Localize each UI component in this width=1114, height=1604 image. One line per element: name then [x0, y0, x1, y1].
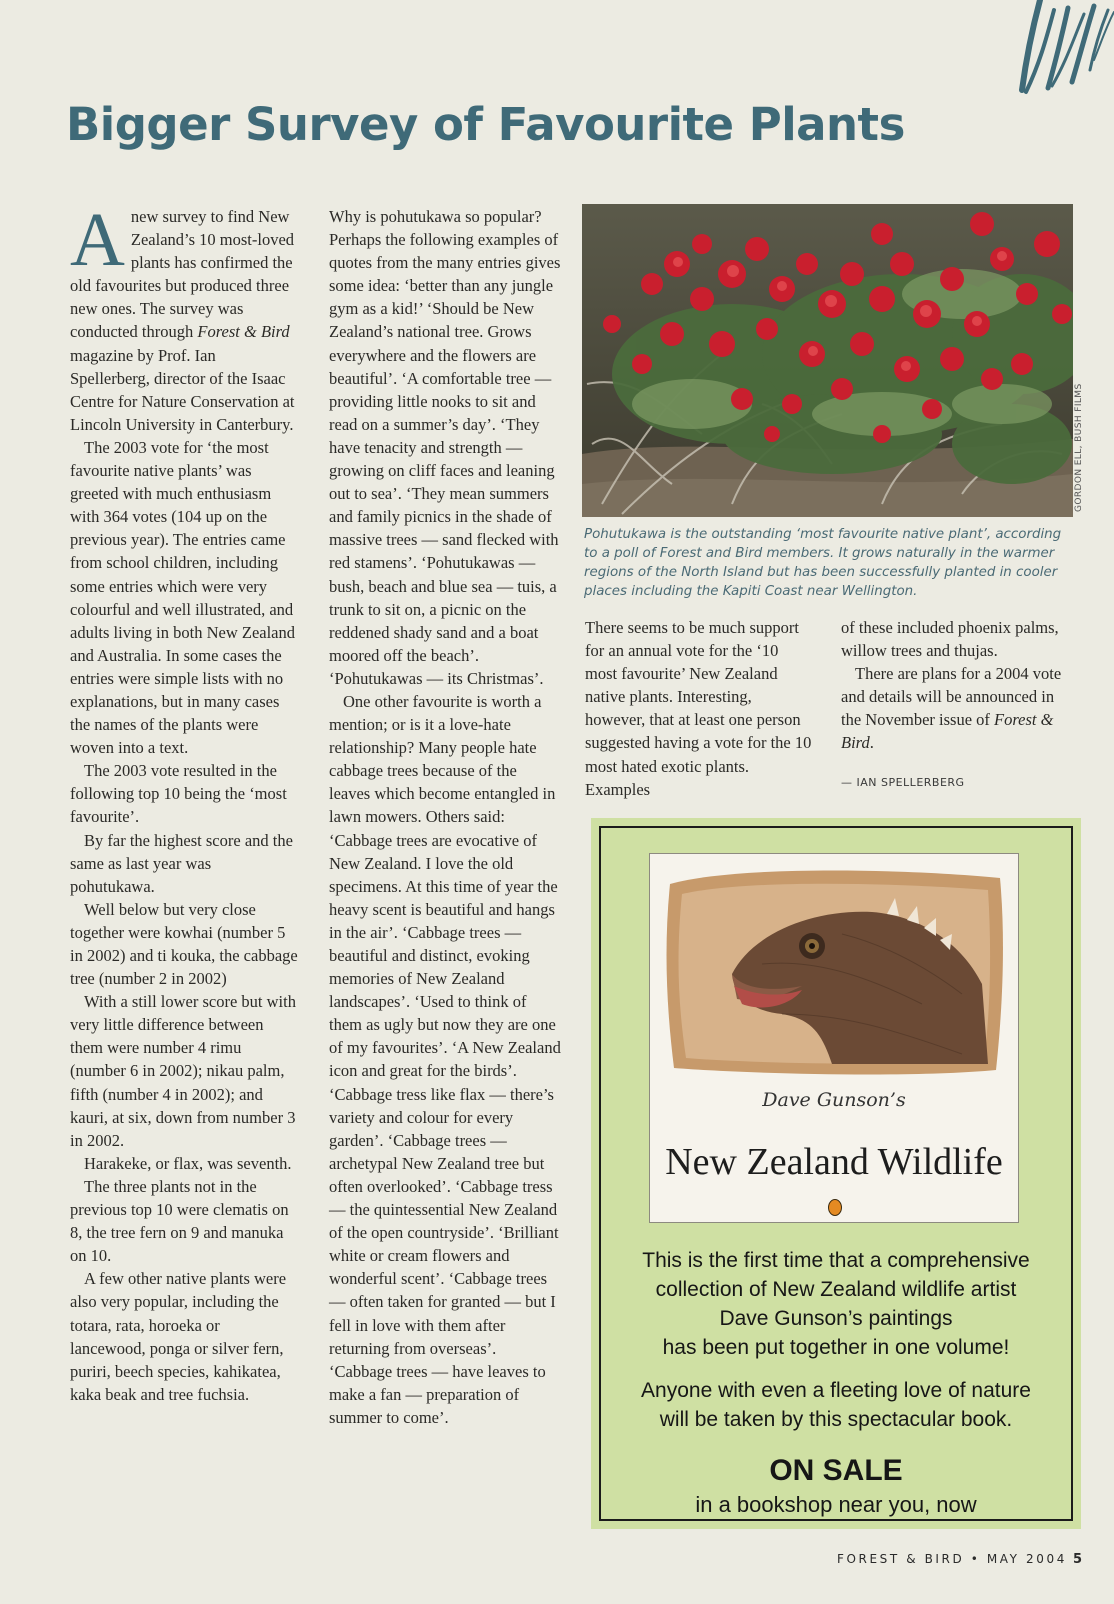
- page-number: 5: [1072, 1552, 1082, 1567]
- article-title: Bigger Survey of Favourite Plants: [66, 98, 905, 151]
- ad-tagline: Anyone with even a fleeting love of nature will be taken by this spectacular book.: [641, 1379, 1031, 1431]
- ad-description: This is the first time that a comprehensive collection of New Zealand wildlife artist Dave Gunson’s paintings has been put together in one volume!: [642, 1249, 1030, 1359]
- brush-stroke-decoration: [944, 0, 1114, 110]
- bookshop-line: in a bookshop near you, now: [695, 1492, 977, 1517]
- drop-cap: A: [70, 198, 125, 282]
- article-paragraph: Why is pohutukawa so popular? Perhaps the following examples of quotes from the many entries gives some idea: ‘better than any jungle gym as a kid!’ ‘Should be New Zealand’s national tree. Grows everywhere and the flowers are beautiful’. ‘A comfortable tree — providing little nooks to sit and read on a summer’s day’. ‘They have tenacity and strength — growing on cliff faces and leaning out to sea’. ‘They mean summers and family picnics in the shade of massive trees — sand flecked with red stamens’. ‘Pohutukawas — bush, beach and blue sea — tuis, a trunk to sit on, a picnic on the reddened shady sand and a boat moored off the beach’. ‘Pohutukawas — its Christmas’.: [329, 207, 561, 688]
- article-paragraph: With a still lower score but with very little difference between them were number 4 rimu (number 6 in 2002); nikau palm, fifth (number 4 in 2002); and kauri, at six, down from number 3 in 2002.: [70, 992, 296, 1150]
- intro-paragraph: Anew survey to find New Zealand’s 10 most-loved plants has confirmed the old favourites but produced three new ones. The survey was conducted through Forest & Bird magazine by Prof. Ian Spellerberg, director of the Isaac Centre for Nature Conservation at Lincoln University in Canterbury.: [70, 198, 295, 434]
- article-paragraph: There are plans for a 2004 vote and details will be announced in the November issue of Forest & Bird.: [841, 664, 1062, 753]
- on-sale-heading: ON SALE: [769, 1454, 903, 1487]
- pohutukawa-photo: [582, 204, 1073, 517]
- article-paragraph: One other favourite is worth a mention; or is it a love-hate relationship? Many people hate cabbage trees because of the leaves which become entangled in lawn mowers. Others said: ‘Cabbage trees are evocative of New Zealand. I love the old specimens. At this time of year the heavy scent is beautiful and hangs in the air’. ‘Cabbage trees — beautiful and distinct, evoking memories of New Zealand landscapes’. ‘Used to think of them as ugly but now they are one of my favourites’. ‘A New Zealand icon and great for the birds’. ‘Cabbage tress like flax — there’s variety and colour for every garden’. ‘Cabbage trees — archetypal New Zealand tree but often overlooked’. ‘Cabbage tress — the quintessential New Zealand of the open countryside’. ‘Brilliant white or cream flowers and wonderful scent’. ‘Cabbage trees — often taken for granted — but I fell in love with them after returning from overseas’. ‘Cabbage trees — have leaves to make a fan — preparation of summer to come’.: [329, 691, 561, 1427]
- tuatara-illustration: [662, 864, 1008, 1079]
- book-title: New Zealand Wildlife: [665, 1141, 1003, 1183]
- article-paragraph: The 2003 vote for ‘the most favourite native plants’ was greeted with much enthusiasm with 364 votes (104 up on the previous year). The entries came from school children, including some entries which were very colourful and well illustrated, and adults living in both New Zealand and Australia. In some cases the entries were simple lists with no explanations, but in many cases the names of the plants were woven into a text.: [70, 437, 295, 758]
- publication-info: FOREST & BIRD • MAY 2004: [836, 1552, 1067, 1566]
- book-advertisement: [591, 818, 1081, 1529]
- publisher-logo-icon: [828, 1199, 842, 1216]
- author-byline: — IAN SPELLERBERG: [841, 775, 965, 789]
- photo-caption: Pohutukawa is the outstanding ‘most favourite native plant’, according to a poll of Forest and Bird members. It grows naturally in the warmer regions of the North Island but has been successfully planted in cooler places including the Kapiti Coast near Wellington.: [584, 527, 1062, 599]
- article-paragraph: The 2003 vote resulted in the following top 10 being the ‘most favourite’.: [70, 761, 287, 827]
- article-column-2: [329, 205, 561, 1429]
- article-paragraph: The three plants not in the previous top 10 were clematis on 8, the tree fern on 9 and manuka on 10.: [70, 1176, 289, 1266]
- article-subcolumn-2: [841, 616, 1069, 794]
- article-paragraph: A few other native plants were also very popular, including the totara, rata, horoeka or lancewood, ponga or silver fern, puriri, beech species, kahikatea, kaka beak and tree fuchsia.: [70, 1269, 287, 1404]
- article-paragraph: of these included phoenix palms, willow trees and thujas.: [841, 618, 1059, 661]
- book-cover: [649, 853, 1019, 1223]
- article-paragraph: By far the highest score and the same as last year was pohutukawa.: [70, 830, 293, 896]
- article-paragraph: Harakeke, or flax, was seventh.: [84, 1153, 292, 1173]
- article-subcolumn-1: [585, 616, 813, 801]
- ad-frame: [599, 826, 1073, 1521]
- page-footer: [837, 1552, 1082, 1567]
- article-paragraph: There seems to be much support for an annual vote for the ‘10 most favourite’ New Zealand native plants. Interesting, however, that at least one person suggested having a vote for the 10 most hated exotic plants. Examples: [585, 618, 812, 799]
- article-column-1: [70, 198, 298, 1406]
- book-author-script: Dave Gunson’s: [762, 1089, 906, 1111]
- article-paragraph: Well below but very close together were kowhai (number 5 in 2002) and ti kouka, the cabbage tree (number 2 in 2002): [70, 899, 298, 989]
